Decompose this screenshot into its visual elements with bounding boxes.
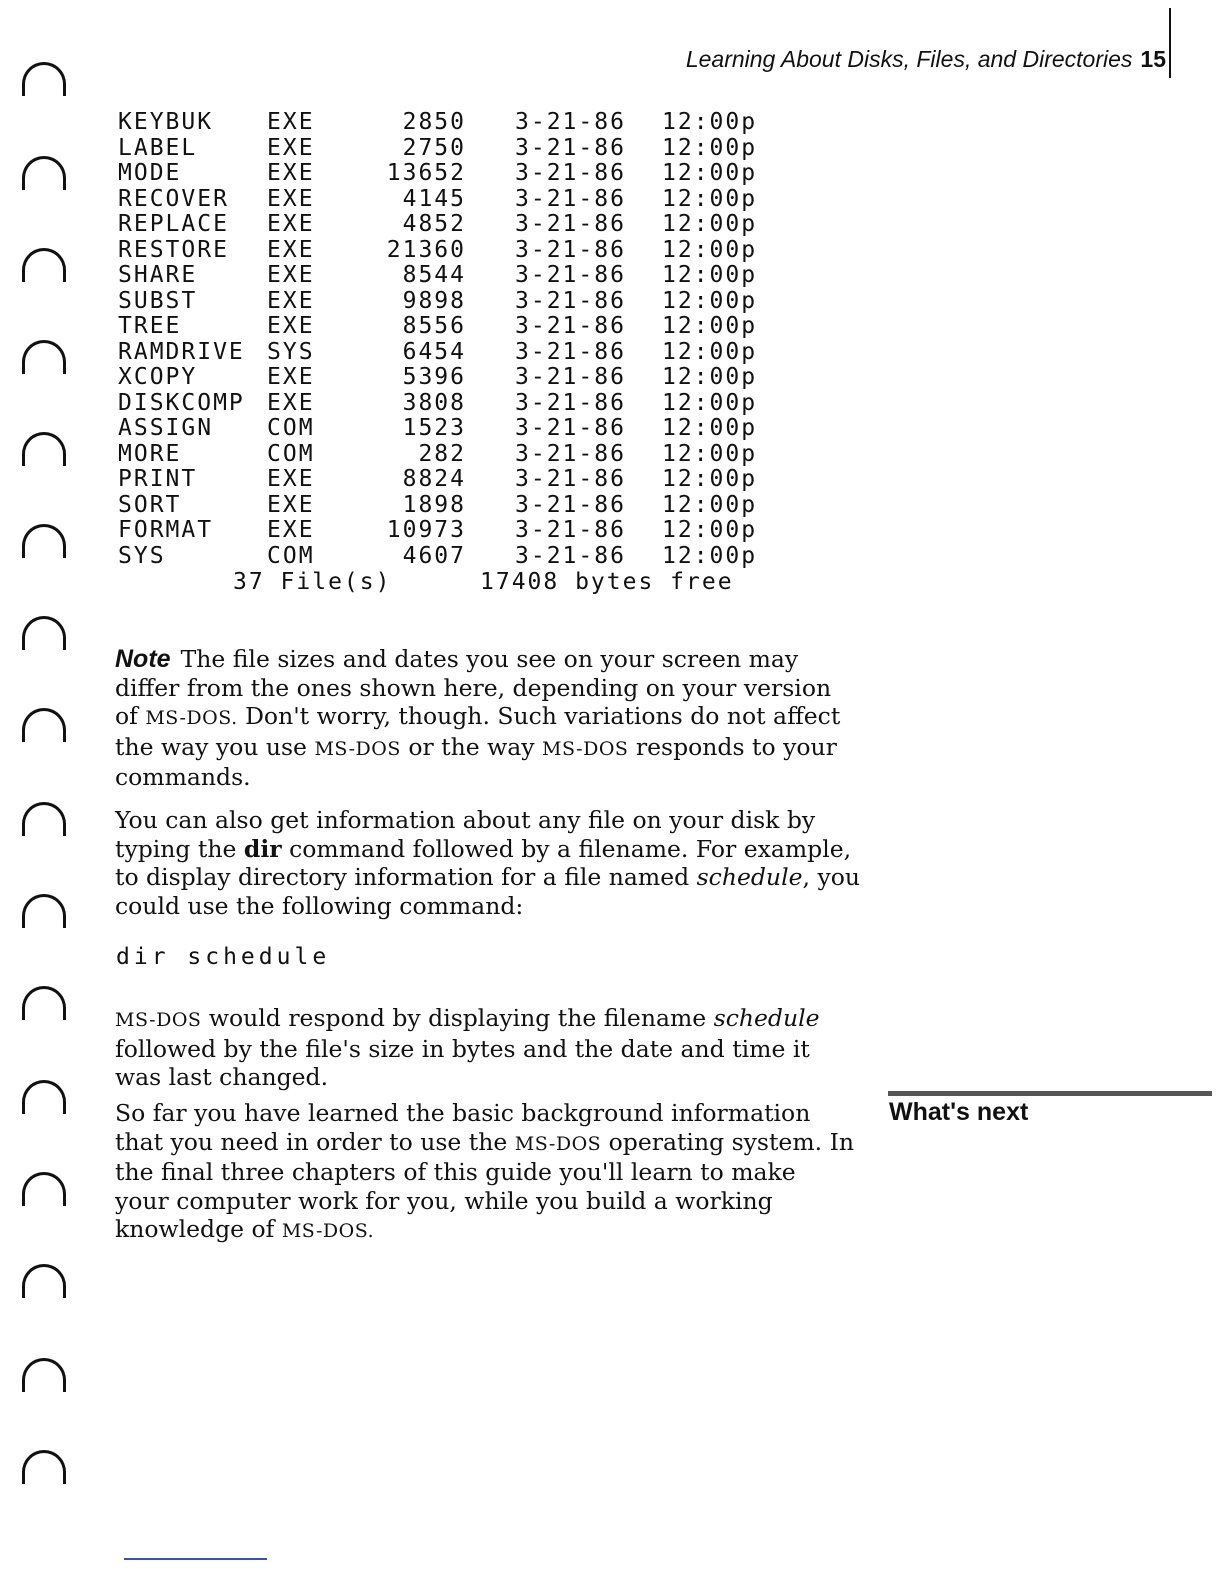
dir-command-term: dir (243, 834, 282, 863)
binder-hole (22, 894, 66, 928)
command-example: dir schedule (116, 944, 331, 970)
file-name: LABEL (118, 134, 198, 161)
file-count: 37 File(s) (233, 569, 392, 595)
file-date: 3-21-86 (515, 109, 626, 135)
ms-dos-term: MS-DOS (314, 737, 401, 760)
file-name: MODE (118, 160, 182, 186)
ms-dos-term: MS-DOS (514, 1132, 602, 1155)
file-extension: EXE (267, 313, 315, 339)
listing-row (118, 287, 758, 315)
file-name: XCOPY (118, 364, 198, 390)
file-size: 10973 (386, 517, 466, 543)
file-extension: EXE (267, 211, 315, 237)
note-paragraph (115, 645, 860, 792)
file-size: 2750 (402, 134, 466, 161)
dir-paragraph (115, 806, 860, 920)
body-text: command followed by a filename. For example, to display directory information for a file named (115, 834, 852, 891)
file-name: ASSIGN (118, 415, 214, 441)
file-extension: EXE (267, 491, 315, 518)
whats-next-paragraph (115, 1099, 855, 1246)
file-date: 3-21-86 (515, 236, 626, 263)
binder-hole (22, 708, 66, 742)
file-name: SHARE (118, 262, 198, 288)
file-date: 3-21-86 (515, 389, 626, 416)
binder-hole (22, 802, 66, 836)
file-time: 12:00p (662, 491, 758, 518)
file-date: 3-21-86 (515, 517, 626, 543)
file-name: FORMAT (118, 517, 214, 543)
file-name: RAMDRIVE (118, 338, 245, 365)
file-size: 4145 (402, 185, 466, 212)
file-time: 12:00p (662, 364, 758, 390)
listing-row (118, 236, 758, 264)
file-date: 3-21-86 (515, 440, 626, 467)
file-extension: SYS (267, 338, 315, 365)
binder-hole (22, 524, 66, 558)
file-size: 21360 (386, 236, 466, 263)
bytes-free: 17408 bytes free (480, 569, 734, 595)
listing-summary (118, 569, 734, 595)
listing-row (118, 338, 758, 366)
file-size: 4852 (402, 211, 466, 237)
file-size: 6454 (402, 338, 466, 365)
binder-hole (22, 432, 66, 466)
file-time: 12:00p (662, 517, 758, 543)
file-size: 13652 (386, 160, 466, 186)
file-size: 2850 (402, 109, 466, 135)
file-size: 8556 (402, 313, 466, 339)
listing-row (118, 517, 758, 544)
file-extension: COM (267, 440, 315, 467)
file-time: 12:00p (662, 338, 758, 365)
binder-hole (22, 248, 66, 282)
note-text: or the way (400, 732, 543, 761)
file-date: 3-21-86 (515, 542, 626, 569)
response-paragraph (115, 1004, 860, 1092)
listing-row (118, 440, 758, 468)
file-extension: EXE (267, 160, 315, 186)
listing-row (118, 211, 758, 238)
note-text: responds to your commands. (115, 732, 837, 791)
file-name: KEYBUK (118, 109, 214, 135)
file-size: 9898 (402, 287, 466, 314)
file-extension: EXE (267, 134, 315, 161)
file-date: 3-21-86 (515, 262, 626, 288)
file-extension: EXE (267, 109, 315, 135)
file-date: 3-21-86 (515, 287, 626, 314)
running-title: Learning About Disks, Files, and Directories (685, 46, 1133, 72)
directory-listing (118, 109, 758, 595)
binder-hole (22, 1450, 66, 1484)
file-time: 12:00p (662, 313, 758, 339)
file-size: 1523 (402, 415, 466, 441)
file-size: 4607 (402, 542, 466, 569)
file-size: 5396 (402, 364, 466, 390)
note-text: Don't worry, though. Such variations do not affect the way you use (115, 702, 841, 761)
listing-row (118, 160, 758, 187)
listing-row (118, 262, 758, 289)
file-time: 12:00p (662, 134, 758, 161)
file-date: 3-21-86 (515, 313, 626, 339)
file-date: 3-21-86 (515, 160, 626, 186)
binder-hole (22, 156, 66, 190)
file-time: 12:00p (662, 415, 758, 441)
binder-hole (22, 986, 66, 1020)
file-extension: EXE (267, 364, 315, 390)
file-name: SORT (118, 491, 182, 518)
page-number: 15 (1140, 46, 1166, 72)
listing-row (118, 415, 758, 442)
file-date: 3-21-86 (515, 211, 626, 237)
file-date: 3-21-86 (515, 338, 626, 365)
file-date: 3-21-86 (515, 415, 626, 441)
listing-row (118, 364, 758, 391)
listing-row (118, 185, 758, 213)
file-extension: COM (267, 542, 315, 569)
file-name: DISKCOMP (118, 389, 245, 416)
filename-term: schedule (713, 1004, 820, 1032)
file-time: 12:00p (662, 236, 758, 263)
file-name: REPLACE (118, 211, 229, 237)
file-size: 1898 (402, 491, 466, 518)
running-header (686, 46, 1166, 73)
file-date: 3-21-86 (515, 185, 626, 212)
ms-dos-term: MS-DOS (115, 1009, 202, 1031)
binder-hole (22, 62, 66, 96)
file-size: 8544 (402, 262, 466, 288)
file-extension: EXE (267, 185, 315, 212)
file-extension: EXE (267, 466, 315, 492)
binder-hole (22, 1264, 66, 1298)
header-rule (1169, 8, 1171, 78)
file-extension: EXE (267, 262, 315, 288)
file-size: 282 (418, 440, 466, 467)
file-extension: COM (267, 415, 315, 441)
file-date: 3-21-86 (515, 134, 626, 161)
binder-hole (22, 616, 66, 650)
binder-hole (22, 340, 66, 374)
listing-row (118, 542, 758, 570)
binder-hole (22, 1080, 66, 1114)
file-extension: EXE (267, 287, 315, 314)
file-time: 12:00p (662, 389, 758, 416)
file-time: 12:00p (662, 211, 758, 237)
file-name: MORE (118, 440, 182, 467)
file-time: 12:00p (662, 440, 758, 467)
file-size: 3808 (402, 389, 466, 416)
file-name: RESTORE (118, 236, 229, 263)
body-text: followed by the file's size in bytes and the date and time it was last changed. (115, 1034, 810, 1091)
file-date: 3-21-86 (515, 491, 626, 518)
body-text: would respond by displaying the filename (201, 1004, 714, 1032)
listing-rows (118, 109, 758, 569)
binder-hole (22, 1172, 66, 1206)
ms-dos-term: MS-DOS (542, 737, 629, 760)
listing-row (118, 466, 758, 493)
file-time: 12:00p (662, 262, 758, 288)
body-text: So far you have learned the basic background information that you need in order to use the (115, 1099, 811, 1156)
section-heading: What's next (889, 1098, 1029, 1126)
file-date: 3-21-86 (515, 364, 626, 390)
file-date: 3-21-86 (515, 466, 626, 492)
file-extension: EXE (267, 389, 315, 416)
note-text: The file sizes and dates you see on your screen may differ from the ones shown here, depending on your version of (115, 645, 832, 730)
file-time: 12:00p (662, 109, 758, 135)
body-text: You can also get information about any file on your disk by typing the (115, 806, 816, 863)
file-time: 12:00p (662, 160, 758, 186)
file-name: TREE (118, 313, 182, 339)
listing-row (118, 109, 758, 136)
body-text: operating system. In the final three chapters of this guide you'll learn to make your computer work for you, while you build a working knowledge of (115, 1127, 854, 1243)
file-name: RECOVER (118, 185, 229, 212)
footer-rule (124, 1558, 267, 1560)
binder-hole (22, 1358, 66, 1392)
listing-row (118, 313, 758, 340)
ms-dos-term: MS-DOS. (145, 707, 238, 729)
ms-dos-term: MS-DOS. (281, 1220, 375, 1242)
file-extension: EXE (267, 236, 315, 263)
file-name: SYS (118, 542, 166, 569)
file-extension: EXE (267, 517, 315, 543)
file-time: 12:00p (662, 542, 758, 569)
note-label: Note (115, 645, 171, 673)
file-time: 12:00p (662, 185, 758, 212)
listing-row (118, 134, 758, 162)
file-time: 12:00p (662, 466, 758, 492)
file-time: 12:00p (662, 287, 758, 314)
listing-row (118, 491, 758, 519)
body-text: , you could use the following command: (115, 863, 860, 920)
filename-term: schedule (696, 863, 803, 891)
file-name: SUBST (118, 287, 198, 314)
listing-row (118, 389, 758, 417)
file-size: 8824 (402, 466, 466, 492)
file-name: PRINT (118, 466, 198, 492)
section-rule (888, 1091, 1212, 1096)
